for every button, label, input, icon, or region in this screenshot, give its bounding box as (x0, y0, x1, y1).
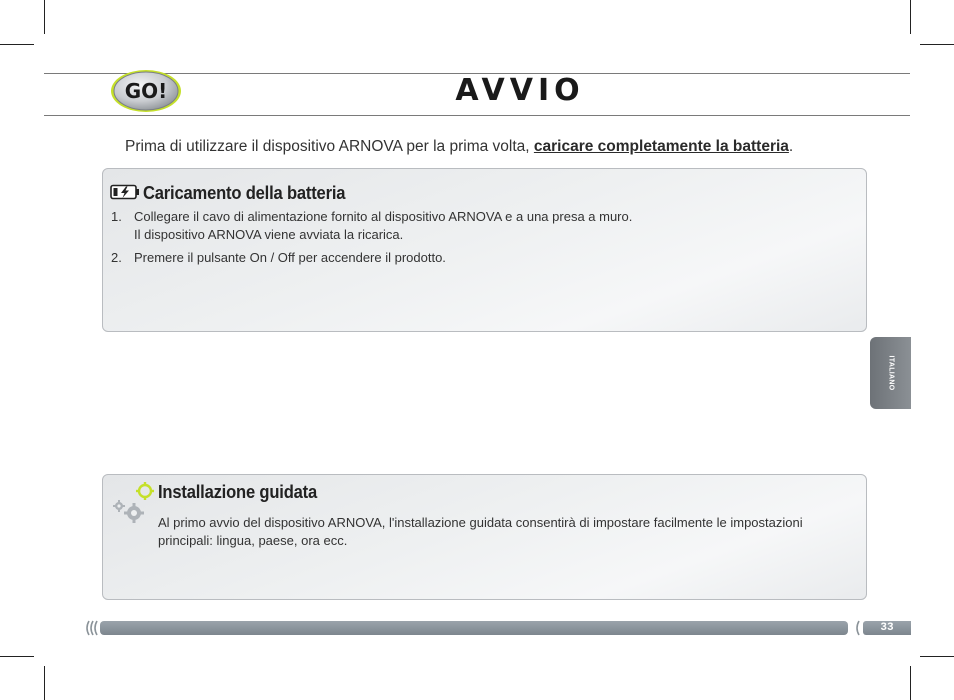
intro-text (125, 138, 885, 156)
crop-mark (0, 656, 34, 657)
crop-mark (920, 44, 954, 45)
crop-mark (0, 44, 34, 45)
language-tab-label: ITALIANO (887, 355, 894, 391)
intro-suffix: . (788, 138, 794, 155)
step-text-line: Il dispositivo ARNOVA viene avviata la ricarica. (134, 227, 404, 242)
step-text-line: Premere il pulsante On / Off per accendere il prodotto. (134, 250, 446, 265)
guided-setup-panel (102, 474, 867, 600)
battery-section-heading: Caricamento della batteria (143, 183, 346, 203)
page-bracket-icon (853, 619, 861, 637)
battery-charging-icon (110, 184, 140, 200)
step-text-line: Collegare il cavo di alimentazione fornito al dispositivo ARNOVA e a una presa a muro. (134, 209, 633, 224)
page-number-box (853, 619, 911, 637)
step-number: 2. (111, 250, 122, 265)
intro-emphasis: caricare completamente la batteria (533, 138, 789, 155)
crop-mark (920, 656, 954, 657)
battery-step (109, 249, 632, 267)
crop-mark (910, 666, 911, 700)
page-number: 33 (863, 621, 911, 635)
intro-prefix: Prima di utilizzare il dispositivo ARNOVA per la prima volta, (125, 138, 534, 155)
gears-icon (107, 478, 155, 526)
footer-bar (100, 621, 848, 635)
crop-mark (44, 666, 45, 700)
go-badge (108, 66, 186, 116)
crop-mark (910, 0, 911, 34)
battery-steps-list (109, 208, 632, 272)
language-side-tab (870, 337, 911, 409)
step-number: 1. (111, 209, 122, 224)
battery-charging-panel (102, 168, 867, 332)
setup-section-heading: Installazione guidata (158, 482, 318, 502)
footer-brackets-icon (84, 619, 100, 637)
go-badge-label: GO! (124, 79, 168, 103)
crop-mark (44, 0, 45, 34)
setup-section-text: Al primo avvio del dispositivo ARNOVA, l'installazione guidata consentirà di impostare facilmente le impostazioni principali: lingua, paese, ora ecc. (158, 515, 803, 548)
page-title: AVVIO (455, 73, 585, 108)
battery-step (109, 208, 632, 244)
